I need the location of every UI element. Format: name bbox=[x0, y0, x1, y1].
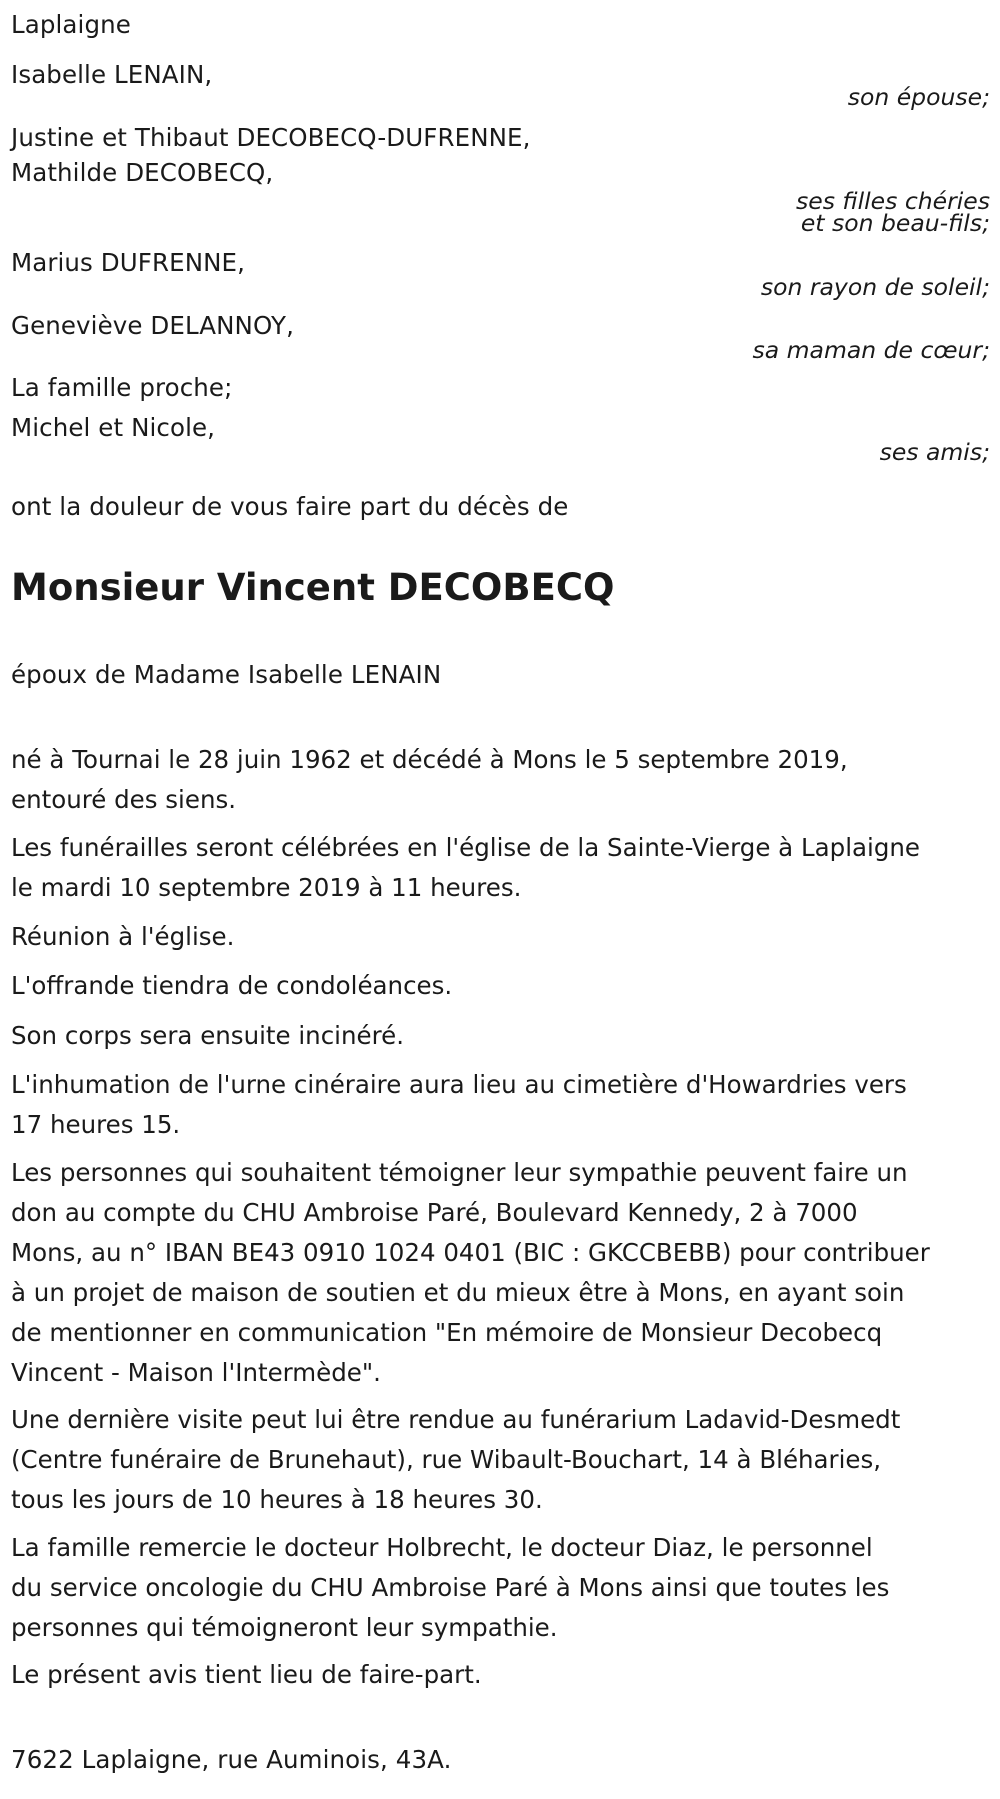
paragraph-offering bbox=[11, 966, 1000, 1006]
family-role-friends bbox=[879, 438, 990, 466]
role-line: son épouse; bbox=[847, 83, 990, 111]
paragraph-incineration bbox=[11, 1016, 1000, 1056]
deceased-spouse: époux de Madame Isabelle LENAIN bbox=[11, 660, 442, 689]
family-name-heart-mother: Geneviève DELANNOY, bbox=[11, 311, 294, 340]
family-role-daughters bbox=[796, 187, 990, 237]
family-role-heart-mother bbox=[752, 336, 990, 364]
paragraph-line: L'inhumation de l'urne cinéraire aura lieu au cimetière d'Howardries vers bbox=[11, 1070, 907, 1099]
paragraph-line: Une dernière visite peut lui être rendue au funérarium Ladavid-Desmedt bbox=[11, 1405, 901, 1434]
paragraph-visit bbox=[11, 1400, 1000, 1520]
paragraph-line: Mons, au n° IBAN BE43 0910 1024 0401 (BIC : GKCCBEBB) pour contribuer bbox=[11, 1238, 930, 1267]
role-line: sa maman de cœur; bbox=[752, 336, 990, 364]
paragraph-line: Son corps sera ensuite incinéré. bbox=[11, 1021, 404, 1050]
paragraph-line: don au compte du CHU Ambroise Paré, Boulevard Kennedy, 2 à 7000 bbox=[11, 1198, 858, 1227]
paragraph-line: La famille remercie le docteur Holbrecht, le docteur Diaz, le personnel bbox=[11, 1533, 873, 1562]
paragraph-thanks bbox=[11, 1528, 1000, 1648]
paragraph-line: Les funérailles seront célébrées en l'église de la Sainte-Vierge à Laplaigne bbox=[11, 833, 920, 862]
role-line: ses filles chéries bbox=[796, 187, 990, 215]
announcement-text: ont la douleur de vous faire part du décès de bbox=[11, 492, 569, 521]
paragraph-birth-death bbox=[11, 740, 1000, 820]
role-line: son rayon de soleil; bbox=[760, 273, 990, 301]
paragraph-line: le mardi 10 septembre 2019 à 11 heures. bbox=[11, 873, 522, 902]
address: 7622 Laplaigne, rue Auminois, 43A. bbox=[11, 1745, 452, 1774]
paragraph-line: (Centre funéraire de Brunehaut), rue Wibault-Bouchart, 14 à Bléharies, bbox=[11, 1445, 882, 1474]
deceased-name: Monsieur Vincent DECOBECQ bbox=[11, 566, 615, 609]
paragraph-line: de mentionner en communication "En mémoire de Monsieur Decobecq bbox=[11, 1318, 883, 1347]
paragraph-line: Le présent avis tient lieu de faire-part. bbox=[11, 1660, 482, 1689]
role-line: et son beau-fils; bbox=[800, 209, 990, 237]
paragraph-line: personnes qui témoigneront leur sympathie. bbox=[11, 1613, 558, 1642]
family-name-spouse: Isabelle LENAIN, bbox=[11, 60, 213, 89]
paragraph-line: entouré des siens. bbox=[11, 785, 237, 814]
paragraph-funeral bbox=[11, 828, 1000, 908]
paragraph-line: Les personnes qui souhaitent témoigner leur sympathie peuvent faire un bbox=[11, 1158, 908, 1187]
family-name-daughters: Justine et Thibaut DECOBECQ-DUFRENNE, bbox=[11, 123, 531, 152]
paragraph-line: du service oncologie du CHU Ambroise Paré à Mons ainsi que toutes les bbox=[11, 1573, 890, 1602]
paragraph-faire-part bbox=[11, 1655, 1000, 1695]
paragraph-line: L'offrande tiendra de condoléances. bbox=[11, 971, 453, 1000]
paragraph-line: à un projet de maison de soutien et du mieux être à Mons, en ayant soin bbox=[11, 1278, 905, 1307]
paragraph-line: né à Tournai le 28 juin 1962 et décédé à Mons le 5 septembre 2019, bbox=[11, 745, 848, 774]
header-place: Laplaigne bbox=[11, 10, 131, 39]
paragraph-meeting bbox=[11, 917, 1000, 957]
role-line: ses amis; bbox=[879, 438, 990, 466]
family-name-daughter-2: Mathilde DECOBECQ, bbox=[11, 158, 274, 187]
family-name-grandson: Marius DUFRENNE, bbox=[11, 248, 246, 277]
paragraph-line: Réunion à l'église. bbox=[11, 922, 235, 951]
paragraph-inhumation bbox=[11, 1065, 1000, 1145]
family-close: La famille proche; bbox=[11, 373, 233, 402]
family-name-friends: Michel et Nicole, bbox=[11, 413, 216, 442]
family-role-spouse bbox=[847, 83, 990, 111]
paragraph-line: tous les jours de 10 heures à 18 heures 30. bbox=[11, 1485, 543, 1514]
paragraph-line: 17 heures 15. bbox=[11, 1110, 181, 1139]
paragraph-donation bbox=[11, 1153, 1000, 1393]
paragraph-line: Vincent - Maison l'Intermède". bbox=[11, 1358, 381, 1387]
family-role-grandson bbox=[760, 273, 990, 301]
